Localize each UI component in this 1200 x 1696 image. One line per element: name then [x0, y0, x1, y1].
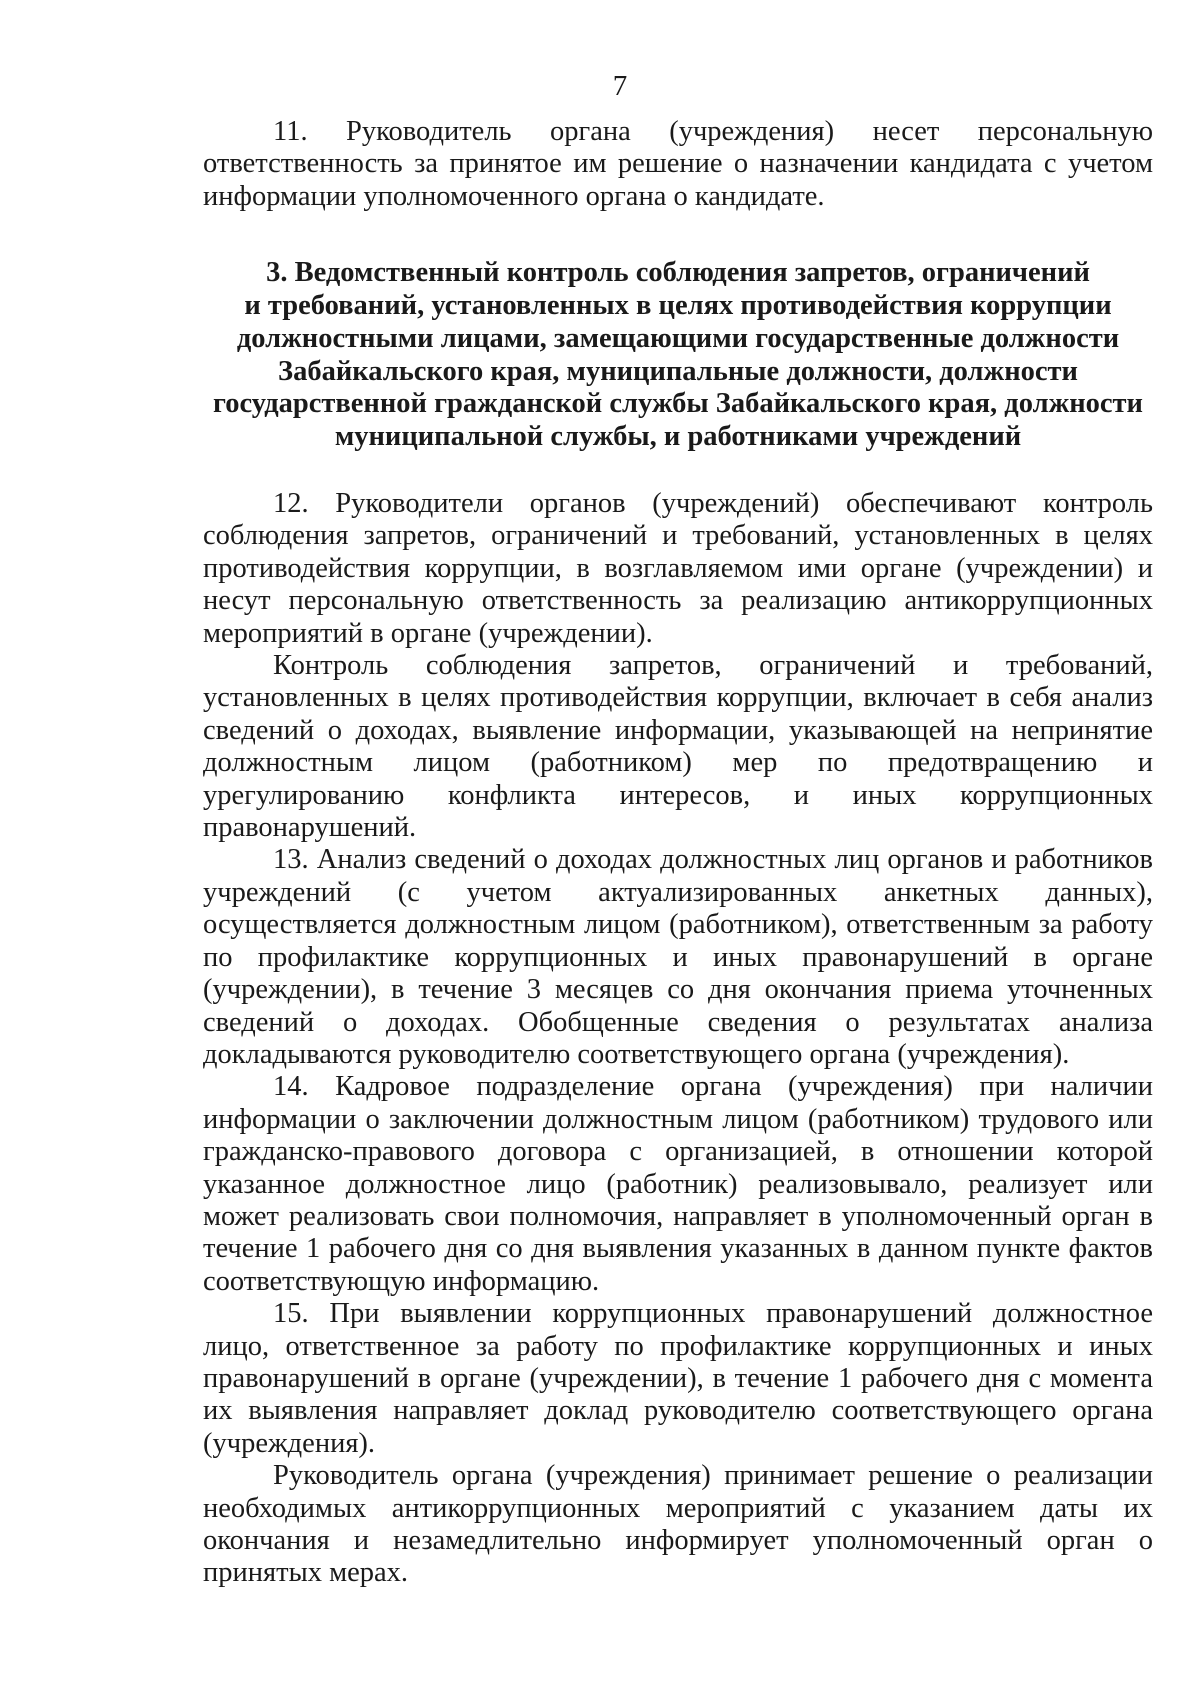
section-heading-line: и требований, установленных в целях противодействия коррупции: [244, 290, 1112, 322]
paragraph-13: 13. Анализ сведений о доходах должностных лиц органов и работников учреждений (с учетом актуализированных анкетных данных), осуществляется должностным лицом (работником), ответственным за работу по профилактике коррупционных и иных правонарушений в органе (учреждении), в течение 3 месяцев со дня окончания приема уточненных сведений о доходах. Обобщенные сведения о результатах анализа докладываются руководителю соответствующего органа (учреждения).: [203, 844, 1153, 1070]
paragraph-15: 15. При выявлении коррупционных правонарушений должностное лицо, ответственное за работу по профилактике коррупционных и иных правонарушений в органе (учреждении), в течение 1 рабочего дня с момента их выявления направляет доклад руководителю соответствующего органа (учреждения).: [203, 1298, 1153, 1459]
paragraph-12-control: Контроль соблюдения запретов, ограничений и требований, установленных в целях противодействия коррупции, включает в себя анализ сведений о доходах, выявление информации, указывающей на непринятие должностным лицом (работником) мер по предотвращению и урегулированию конфликта интересов, и иных коррупционных правонарушений.: [203, 650, 1153, 844]
paragraph-11: 11. Руководитель органа (учреждения) несет персональную ответственность за принятое им решение о назначении кандидата с учетом информации уполномоченного органа о кандидате.: [203, 116, 1153, 212]
section-heading-line: Забайкальского края, муниципальные должности, должности: [278, 355, 1078, 387]
section-heading-line: 3. Ведомственный контроль соблюдения запретов, ограничений: [266, 257, 1090, 289]
section-heading-line: государственной гражданской службы Забайкальского края, должности: [213, 388, 1143, 420]
section-heading: [203, 257, 1153, 454]
section-heading-line: должностными лицами, замещающими государственные должности: [236, 322, 1120, 354]
paragraph-12: 12. Руководители органов (учреждений) обеспечивают контроль соблюдения запретов, ограничений и требований, установленных в целях противодействия коррупции, в возглавляемом ими органе (учреждении) и несут персональную ответственность за реализацию антикоррупционных мероприятий в органе (учреждении).: [203, 488, 1153, 649]
paragraph-14: 14. Кадровое подразделение органа (учреждения) при наличии информации о заключении должностным лицом (работником) трудового или гражданско-правового договора с организацией, в отношении которой указанное должностное лицо (работник) реализовывало, реализует или может реализовать свои полномочия, направляет в уполномоченный орган в течение 1 рабочего дня со дня выявления указанных в данном пункте фактов соответствующую информацию.: [203, 1071, 1153, 1297]
page-number: 7: [612, 70, 628, 102]
document-body: [203, 116, 1153, 1590]
paragraph-15-decision: Руководитель органа (учреждения) принимает решение о реализации необходимых антикоррупционных мероприятий с указанием даты их окончания и незамедлительно информирует уполномоченный орган о принятых мерах.: [203, 1460, 1153, 1589]
section-heading-line: муниципальной службы, и работниками учреждений: [334, 421, 1022, 453]
